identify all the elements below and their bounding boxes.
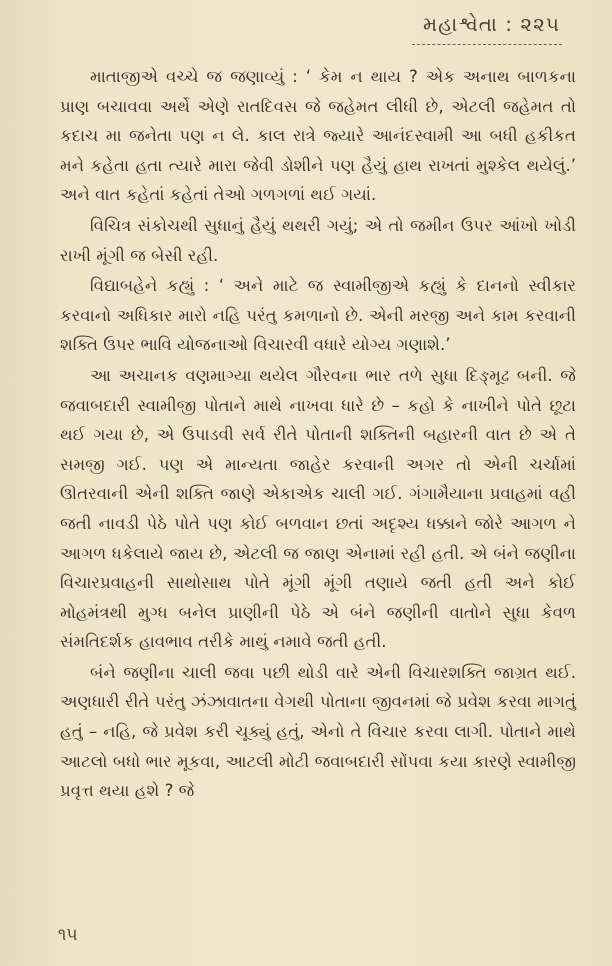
header-rule [412, 44, 562, 45]
paragraph-4: આ અચાનક વણમાગ્યા થયેલ ગૌરવના ભાર તળે સુધા દિઙ્મૂઢ બની. જે જવાબદારી સ્વામીજી પોતાને માથે નાખવા ધારે છે – કહો કે નાખીને પોતે છૂટા થઈ ગયા છે, એ ઉપાડવી સર્વ રીતે પોતાની શક્તિની બહારની વાત છે એ તે સમજી ગઈ. પણ એ માન્યતા જાહેર કરવાની અગર તો એની ચર્ચામાં ઊતરવાની એની શક્તિ જાણે એકાએક ચાલી ગઈ. ગંગામૈયાના પ્રવાહમાં વહી જતી નાવડી પેઠે પોતે પણ કોઈ બળવાન છતાં અદૃશ્ય ધક્કાને જોરે આગળ ને આગળ ધકેલાયે જાય છે, એટલી જ જાણ એનામાં રહી હતી. એ બંને જણીના વિચારપ્રવાહની સાથોસાથ પોતે મૂંગી મૂંગી તણાયે જતી હતી અને કોઈ મોહમંત્રથી મુગ્ધ બનેલ પ્રાણીની પેઠે એ બંને જણીની વાતોને સુધા કેવળ સંમતિદર્શક હાવભાવ તરીકે માથું નમાવે જતી હતી. [60, 365, 576, 652]
paragraph-1: માતાજીએ વચ્ચે જ જણાવ્યું : ‘ કેમ ન થાય ? એક અનાથ બાળકના પ્રાણ બચાવવા અર્થે એણે રાતદિવસ જે જહેમત લીધી છે, એટલી જહેમત તો કદાચ મા જનેતા પણ ન લે. કાલ રાત્રે જ્યારે આનંદસ્વામી આ બધી હકીકત મને કહેતા હતા ત્યારે મારા જેવી ડોશીને પણ હૈયું હાથ રાખતાં મુશ્કેલ થયેલું.’ અને વાત કહેતાં કહેતાં તેઓ ગળગળાં થઈ ગયાં. [60, 67, 576, 205]
paragraph-2: વિચિત્ર સંકોચથી સુધાનું હૈયું થથરી ગયું; એ તો જમીન ઉપર આંખો ખોડી રાખી મૂંગી જ બેસી રહી. [60, 215, 576, 265]
signature-mark: ૧૫ [58, 925, 78, 945]
paragraph-5: બંને જણીના ચાલી જવા પછી થોડી વારે એની વિચારશક્તિ જાગ્રત થઈ. અણધારી રીતે પરંતુ ઝંઝાવાતના વેગથી પોતાના જીવનમાં જે પ્રવેશ કરવા માગતું હતું – નહિ, જે પ્રવેશ કરી ચૂક્યું હતું, એનો તે વિચાર કરવા લાગી. પોતાને માથે આટલો બધો ભાર મૂકવા, આટલી મોટી જવાબદારી સોંપવા કયા કારણે સ્વામીજી પ્રવૃત્ત થયા હશે ? જે [60, 662, 576, 801]
running-head: મહાશ્વેતા : ૨૨૫ [423, 12, 560, 36]
paragraph-3: વિદ્યાબહેને કહ્યું : ‘ અને માટે જ સ્વામીજીએ કહ્યું કે દાનનો સ્વીકાર કરવાનો અધિકાર મારો નહિ પરંતુ કમળાનો છે. એની મરજી અને કામ કરવાની શક્તિ ઉપર ભાવિ યોજનાઓ વિચારવી વધારે યોગ્ય ગણાશે.’ [60, 276, 576, 355]
body-text [60, 62, 576, 806]
